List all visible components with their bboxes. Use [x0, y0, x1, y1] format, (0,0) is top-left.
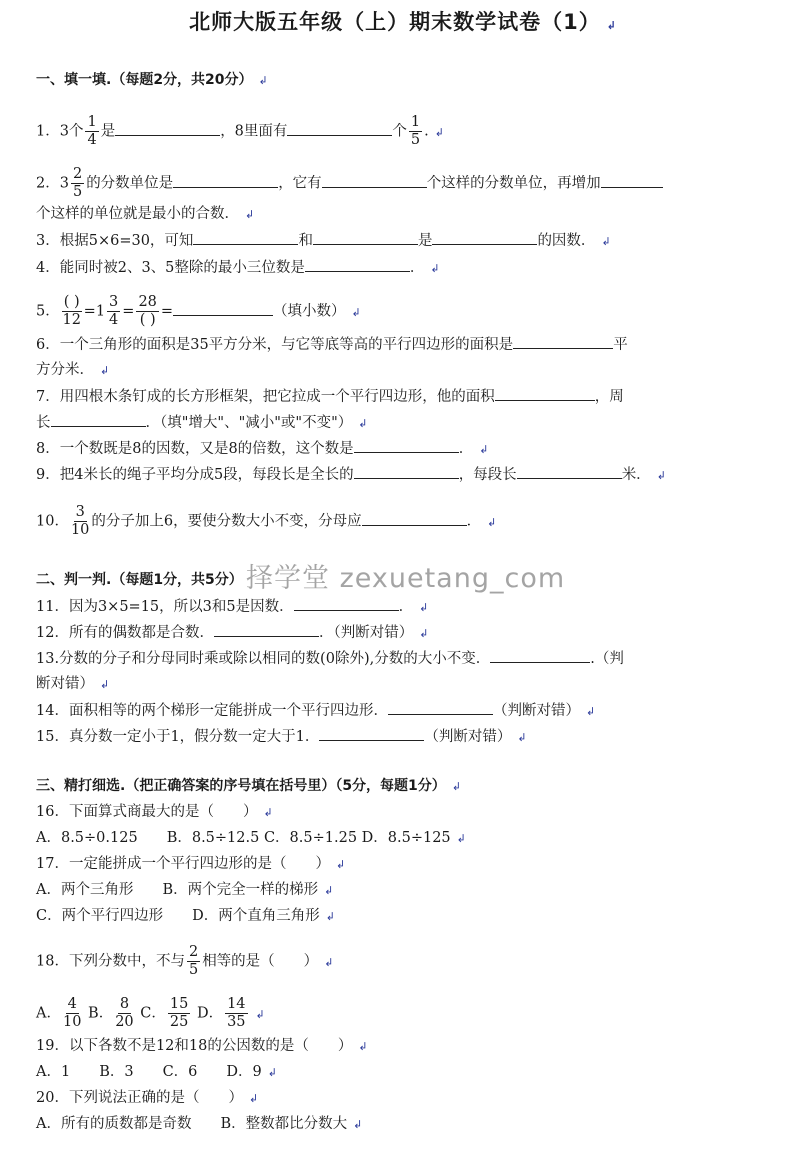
question-18-options: A． $\frac{4}{10}$ B． $\frac{8}{20}$ C． $\frac{15}{25}$ D． $\frac{14}{35}$ ↲: [36, 996, 265, 1030]
question-1: 1．3个 $\frac{1}{4}$ 是 ，8里面有 个 $\frac{1}{5}$ . ↲: [36, 114, 444, 148]
exam-title: 北师大版五年级（上）期末数学试卷（1） ↲: [189, 10, 617, 34]
option-b-label: B．: [88, 1005, 114, 1022]
answer-blank[interactable]: [354, 464, 459, 479]
answer-blank[interactable]: [490, 648, 590, 663]
answer-blank[interactable]: [51, 412, 146, 427]
fraction: $\frac{( )}{12}$: [62, 294, 81, 328]
question-18: 18．下列分数中，不与 $\frac{2}{5}$ 相等的是（ ） ↲: [36, 944, 334, 978]
fraction: $\frac{3}{10}$: [70, 504, 90, 538]
question-16: 16．下面算式商最大的是（ ） ↲: [36, 804, 273, 820]
question-10: 10． $\frac{3}{10}$ 的分子加上6，要使分数大小不变，分母应 ． ↲: [36, 504, 497, 538]
question-13: 13.分数的分子和分母同时乘或除以相同的数(0除外),分数的大小不变． .（判: [36, 648, 786, 669]
answer-blank[interactable]: [354, 438, 459, 453]
fraction: $\frac{4}{10}$: [62, 996, 82, 1030]
question-6: 6．一个三角形的面积是35平方分米，与它等底等高的平行四边形的面积是 平: [36, 334, 786, 355]
question-7-cont: 长 ．（填"增大"、"减小"或"不变"） ↲: [36, 412, 786, 434]
question-17-options-2: C．两个平行四边形 D．两个直角三角形 ↲: [36, 908, 335, 924]
answer-blank[interactable]: [287, 121, 392, 136]
answer-blank[interactable]: [319, 726, 424, 741]
fraction: $\frac{8}{20}$: [115, 996, 134, 1030]
fraction: $\frac{1}{5}$: [410, 114, 421, 148]
fraction: $\frac{14}{35}$: [227, 996, 246, 1030]
question-17: 17．一定能拼成一个平行四边形的是（ ） ↲: [36, 856, 346, 872]
answer-blank[interactable]: [214, 622, 319, 637]
section2-heading: 二、判一判.（每题1分，共5分）: [36, 572, 243, 588]
answer-blank[interactable]: [173, 301, 273, 316]
question-14: 14．面积相等的两个梯形一定能拼成一个平行四边形． （判断对错） ↲: [36, 700, 786, 722]
answer-blank[interactable]: [601, 173, 663, 188]
question-12: 12．所有的偶数都是合数． ．（判断对错） ↲: [36, 622, 786, 644]
question-19-options: A．1 B．3 C．6 D．9 ↲: [36, 1064, 277, 1080]
answer-blank[interactable]: [432, 230, 537, 245]
fraction: $\frac{1}{4}$: [87, 114, 97, 148]
question-20: 20．下列说法正确的是（ ） ↲: [36, 1090, 259, 1106]
answer-blank[interactable]: [294, 596, 399, 611]
answer-blank[interactable]: [517, 464, 622, 479]
question-4: 4．能同时被2、3、5整除的最小三位数是 ． ↲: [36, 257, 786, 279]
option-d-label: D．: [196, 1005, 224, 1022]
watermark: 择学堂 zexuetang_com: [246, 563, 566, 594]
question-11: 11．因为3×5=15，所以3和5是因数． ． ↲: [36, 596, 786, 618]
answer-blank[interactable]: [193, 230, 298, 245]
question-6-cont: 方分米． ↲: [36, 362, 110, 378]
question-16-options: A．8.5÷0.125 B．8.5÷12.5 C．8.5÷1.25 D．8.5÷125 ↲: [36, 830, 466, 846]
answer-blank[interactable]: [495, 386, 595, 401]
option-c-label: C．: [140, 1005, 166, 1022]
fraction: $\frac{2}{5}$: [72, 166, 83, 200]
question-20-options: A．所有的质数都是奇数 B．整数都比分数大 ↲: [36, 1116, 363, 1132]
answer-blank[interactable]: [362, 511, 467, 526]
question-8: 8．一个数既是8的因数，又是8的倍数，这个数是 ． ↲: [36, 438, 786, 460]
section1-heading: 一、填一填.（每题2分，共20分） ↲: [36, 72, 268, 88]
answer-blank[interactable]: [513, 334, 613, 349]
fraction: $\frac{2}{5}$: [188, 944, 199, 978]
question-2-cont: 个这样的单位就是最小的合数． ↲: [36, 206, 255, 222]
question-7: 7．用四根木条钉成的长方形框架，把它拉成一个平行四边形，他的面积 ，周: [36, 386, 786, 407]
answer-blank[interactable]: [322, 173, 427, 188]
question-15: 15．真分数一定小于1，假分数一定大于1． （判断对错） ↲: [36, 726, 786, 748]
section3-heading: 三、精打细选.（把正确答案的序号填在括号里）（5分，每题1分） ↲: [36, 778, 462, 794]
question-17-options-1: A．两个三角形 B．两个完全一样的梯形 ↲: [36, 882, 334, 898]
fraction: $\frac{15}{25}$: [169, 996, 189, 1030]
answer-blank[interactable]: [115, 121, 220, 136]
question-19: 19．以下各数不是12和18的公因数的是（ ） ↲: [36, 1038, 368, 1054]
answer-blank[interactable]: [305, 257, 410, 272]
fraction: $\frac{28}{( )}$: [138, 294, 157, 328]
answer-blank[interactable]: [313, 230, 418, 245]
question-2: 2．3 $\frac{2}{5}$ 的分数单位是 ，它有 个这样的分数单位，再增加: [36, 166, 786, 201]
answer-blank[interactable]: [173, 173, 278, 188]
answer-blank[interactable]: [388, 700, 493, 715]
option-a-label: A．: [36, 1005, 61, 1022]
question-5: 5． $\frac{( )}{12}$ =1 $\frac{3}{4}$ = $\frac{28}{( )}$ = （填小数） ↲: [36, 294, 361, 328]
question-3: 3．根据5×6=30，可知 和 是 的因数． ↲: [36, 230, 786, 252]
question-13-cont: 断对错） ↲: [36, 676, 110, 692]
fraction: $\frac{3}{4}$: [109, 294, 119, 328]
question-9: 9．把4米长的绳子平均分成5段，每段长是全长的 ，每段长 米． ↲: [36, 464, 786, 486]
